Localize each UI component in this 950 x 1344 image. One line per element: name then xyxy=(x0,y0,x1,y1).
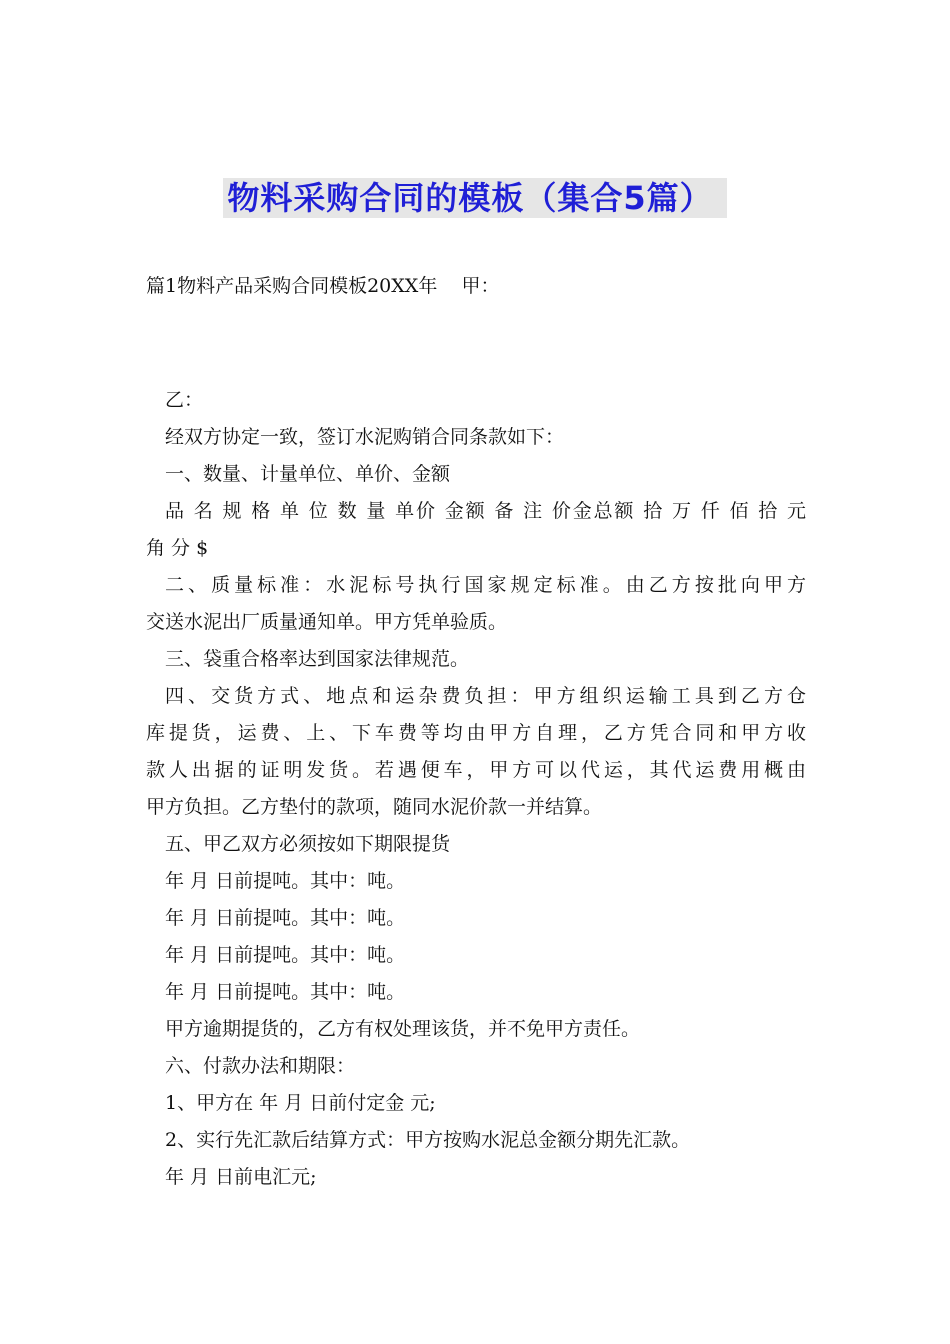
paragraph: 经双方协定一致，签订水泥购销合同条款如下： xyxy=(165,426,565,448)
paragraph: 二、质量标准：水泥标号执行国家规定标准。由乙方按批向甲方 xyxy=(165,574,806,596)
paragraph: 1、甲方在 年 月 日前付定金 元; xyxy=(165,1092,436,1114)
document-body xyxy=(146,382,806,1196)
paragraph: 年 月 日前提吨。其中：吨。 xyxy=(165,944,406,966)
paragraph: 一、数量、计量单位、单价、金额 xyxy=(165,463,451,485)
paragraph: 年 月 日前提吨。其中：吨。 xyxy=(165,870,406,892)
paragraph: 甲方负担。乙方垫付的款项，随同水泥价款一并结算。 xyxy=(146,796,603,818)
paragraph: 乙： xyxy=(165,389,204,411)
document-title: 物料采购合同的模板（集合5篇） xyxy=(223,178,726,218)
paragraph: 甲方逾期提货的，乙方有权处理该货，并不免甲方责任。 xyxy=(165,1018,641,1040)
paragraph: 角 分 $ xyxy=(146,537,209,559)
paragraph: 四、交货方式、地点和运杂费负担：甲方组织运输工具到乙方仓 xyxy=(165,685,806,707)
title-container xyxy=(0,178,950,218)
paragraph: 交送水泥出厂质量通知单。甲方凭单验质。 xyxy=(146,611,508,633)
paragraph: 五、甲乙双方必须按如下期限提货 xyxy=(165,833,451,855)
paragraph: 品 名 规 格 单 位 数 量 单价 金额 备 注 价金总额 拾 万 仟 佰 拾 元 xyxy=(165,500,806,522)
paragraph: 年 月 日前电汇元; xyxy=(165,1166,317,1188)
paragraph: 库提货，运费、上、下车费等均由甲方自理，乙方凭合同和甲方收 xyxy=(146,722,806,744)
paragraph: 六、付款办法和期限： xyxy=(165,1055,356,1077)
paragraph: 2、实行先汇款后结算方式：甲方按购水泥总金额分期先汇款。 xyxy=(165,1129,691,1151)
paragraph: 年 月 日前提吨。其中：吨。 xyxy=(165,907,406,929)
paragraph: 三、袋重合格率达到国家法律规范。 xyxy=(165,648,470,670)
intro-line: 篇1物料产品采购合同模板20XX年 甲： xyxy=(146,275,500,297)
paragraph: 年 月 日前提吨。其中：吨。 xyxy=(165,981,406,1003)
paragraph: 款人出据的证明发货。若遇便车，甲方可以代运，其代运费用概由 xyxy=(146,759,806,781)
